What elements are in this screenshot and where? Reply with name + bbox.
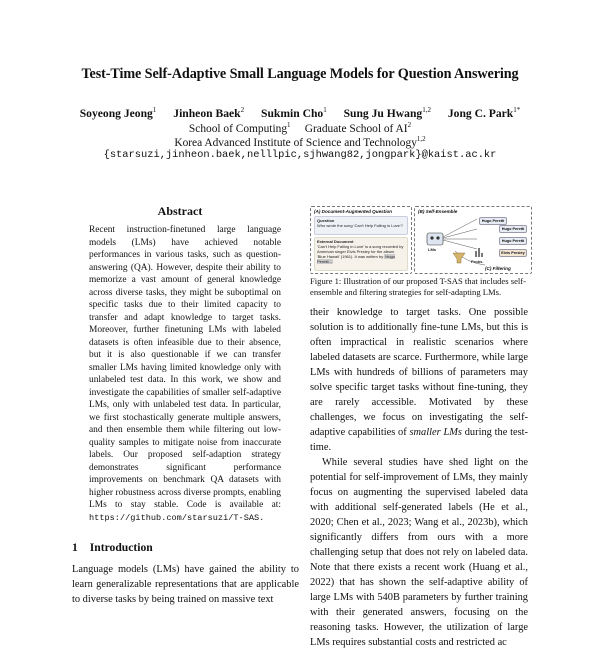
author-5: Jong C. Park$^{1*}$ (447, 106, 521, 120)
answer-pill-2: Hugo Peretti (499, 225, 527, 233)
section-heading-introduction: 1 Introduction (72, 541, 153, 554)
affiliation-line-2: Korea Advanced Institute of Science and Technology$^{1,2}$ (174, 135, 426, 149)
abstract-body: Recent instruction-finetuned large language models (LMs) have achieved notable performances in various tasks, such as question-answering (QA). However, despite their ability to memorize a vast amount of general knowledge across diverse tasks, they might be suboptimal on specific tasks due to their limited capacity to transfer and adapt knowledge to target tasks. Moreover, further finetuning LMs with labeled datasets is often infeasible due to their absence, but it is also questionable if we can transfer smaller LMs having limited knowledge only with unlabeled test data. In this work, we show and investigate the capabilities of smaller self-adaptive LMs, only with unlabeled test data. In particular, we first stochastically generate multiple answers, and then ensemble them while filtering out low-quality samples to mitigate noise from inaccurate labels. Our proposed self-adaption strategy demonstrates significant performance improvements on benchmark QA datasets with higher robustness across diverse prompts, enabling LMs to stay stable. Code is available at: https://github.com/starsuzi/T-SAS. (89, 225, 281, 523)
right-column-text (310, 305, 528, 650)
code-link[interactable]: https://github.com/starsuzi/T-SAS. (89, 512, 265, 523)
answer-highlight: Hugo Peretti... (317, 254, 395, 264)
answer-pill-3: Hugo Peretti (499, 237, 527, 245)
author-4: Sung Ju Hwang$^{1,2}$ (343, 106, 431, 120)
affiliation-line-1: School of Computing$^1$ Graduate School of $AI^2$ (188, 121, 412, 135)
author-emails: {starsuzi,jinheon.baek,nelllpic,sjhwang82,jongpark}@kaist.ac.kr (103, 149, 497, 161)
question-box: Question Who wrote the song 'Can't Help Falling in Love'? (314, 216, 408, 235)
answer-pill-1: Hugo Peretti (479, 217, 507, 225)
answer-pill-4: Elvis Presley (499, 249, 527, 257)
lm-icon (427, 233, 443, 245)
abstract-heading: Abstract (157, 204, 203, 218)
filter-icon (453, 253, 465, 263)
paragraph-2: While several studies have shed light on the potential for self-improvement of LMs, they mainly focus on augmenting the supervised labeled data with additional self-generated labels (He et al., 2020; Chen et al., 2023; Wang et al., 2023b), which significantly differs from ours with a more challenging setup that does not rely on labeled data. Note that there exists a recent work (Huang et al., 2022) that has shown the self-adaptive ability of large LMs with 540B parameters by further training with their generated answers, focusing on the reasoning tasks. However, the utilization of large LMs requires substantial costs and restricted ac (310, 457, 528, 648)
figure-1-caption: Figure 1: Illustration of our proposed T-SAS that includes self-ensemble and filtering strategies for self-adapting LMs. (310, 276, 527, 297)
paragraph-1: their knowledge to target tasks. One possible solution is to additionally fine-tune LMs, but this is often impractical in realistic scenarios where labeled datasets are scarce. Furthermore, while large LMs with hundreds of billions of parameters may solve specific target tasks without fine-tuning, they are rarely accessible. Motivated by these challenges, we focus on investigating the self-adaptive capabilities of smaller LMs during the test-time. (310, 307, 528, 453)
panel-a-label: (A) Document-Augmented Question (314, 209, 393, 214)
probability-bars (475, 248, 483, 257)
figure-panel-a (310, 206, 412, 274)
author-1: Soyeong Jeong$^1$ (79, 106, 157, 120)
paper-title: Test-Time Self-Adaptive Small Language Models for Question Answering (81, 66, 519, 82)
intro-paragraph: Language models (LMs) have gained the ability to learn generalizable representations that are applicable to diverse tasks by being trained on massive text (72, 564, 299, 605)
external-document-box: External Document 'Can't Help Falling in Love' is a song recorded by American singer Elvis Presley for the album 'Blue Hawaii' (1961). It was written by Hugo Peretti... (314, 237, 408, 271)
author-2: Jinheon Baek$^2$ (173, 106, 245, 120)
author-3: Sukmin Cho$^1$ (261, 106, 327, 120)
lms-label: LMs (428, 247, 436, 252)
panel-b-label: (B) Self-Ensemble (418, 209, 458, 214)
author-list (40, 106, 560, 120)
panel-c-label: (C) Filtering (485, 266, 511, 271)
figure-1 (310, 206, 530, 272)
probs-label: Probs. (471, 259, 484, 264)
figure-panel-b (414, 206, 532, 274)
